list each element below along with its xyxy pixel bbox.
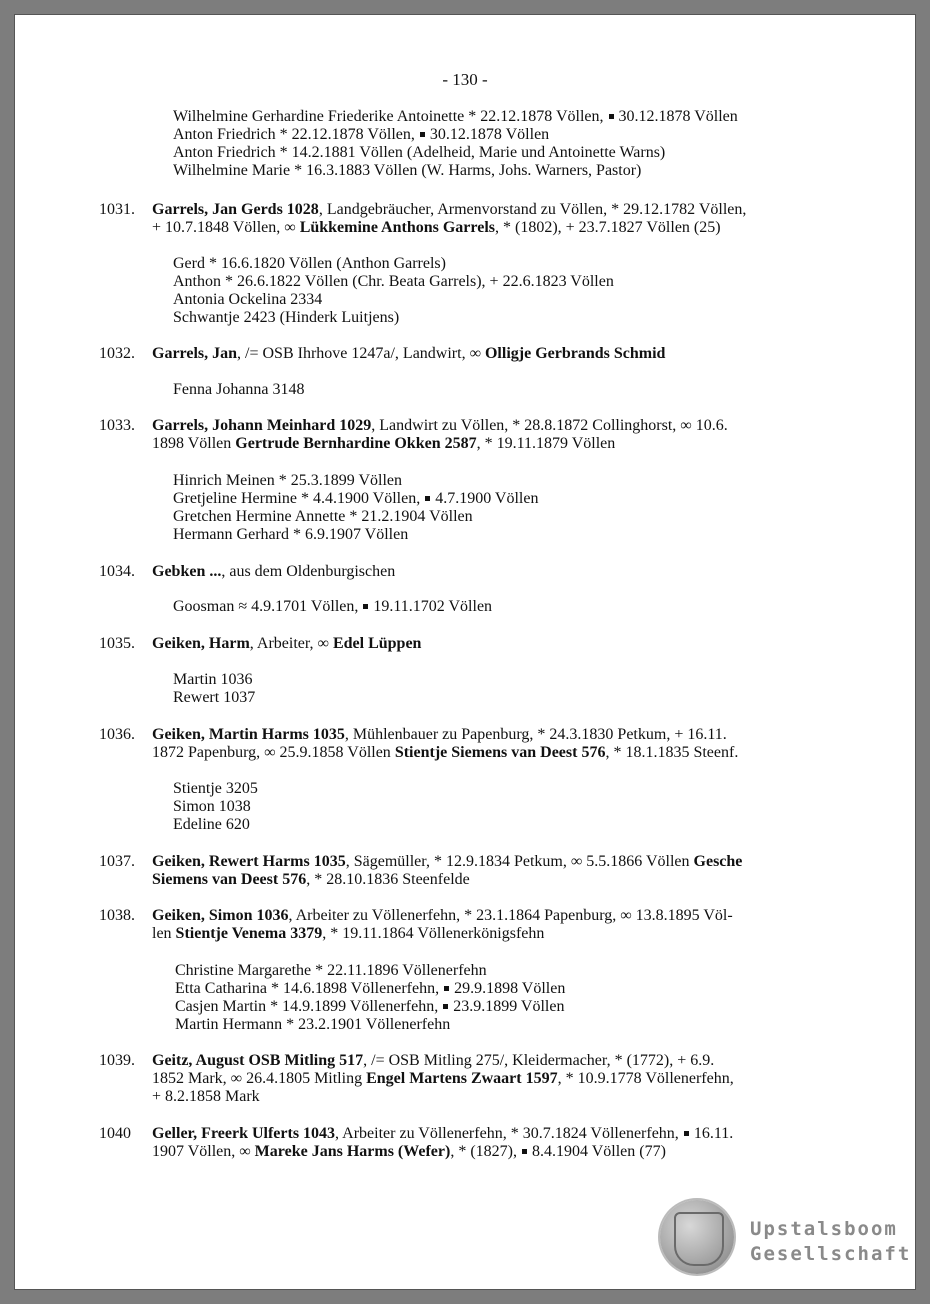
child-line: Anton Friedrich * 14.2.1881 Völlen (Adelheid, Marie und Antoinette Warns) <box>173 144 666 161</box>
logo-line-2: Gesellschaft <box>750 1243 912 1265</box>
child-line: Martin Hermann * 23.2.1901 Völlenerfehn <box>175 1016 451 1033</box>
entry-number: 1033. <box>99 417 135 434</box>
child-line: Fenna Johanna 3148 <box>173 381 305 398</box>
entry-line: Geitz, August OSB Mitling 517, /= OSB Mitling 275/, Kleidermacher, * (1772), + 6.9. <box>152 1052 715 1069</box>
child-line: Schwantje 2423 (Hinderk Luitjens) <box>173 309 400 326</box>
child-line: Edeline 620 <box>173 816 250 833</box>
entry-number: 1031. <box>99 201 135 218</box>
entry-line: Garrels, Jan Gerds 1028, Landgebräucher, Armenvorstand zu Völlen, * 29.12.1782 Völlen, <box>152 201 747 218</box>
child-line: Anthon * 26.6.1822 Völlen (Chr. Beata Garrels), + 22.6.1823 Völlen <box>173 273 614 290</box>
entry-number: 1039. <box>99 1052 135 1069</box>
logo-line-1: Upstalsboom <box>750 1218 898 1240</box>
entry-line: 1898 Völlen Gertrude Bernhardine Okken 2587, * 19.11.1879 Völlen <box>152 435 616 452</box>
child-line: Simon 1038 <box>173 798 251 815</box>
death-mark-icon <box>420 132 425 137</box>
entry-number: 1034. <box>99 563 135 580</box>
child-line: Stientje 3205 <box>173 780 258 797</box>
entry-line: 1852 Mark, ∞ 26.4.1805 Mitling Engel Martens Zwaart 1597, * 10.9.1778 Völlenerfehn, <box>152 1070 734 1087</box>
entry-line: Garrels, Johann Meinhard 1029, Landwirt zu Völlen, * 28.8.1872 Collinghorst, ∞ 10.6. <box>152 417 728 434</box>
entry-line: len Stientje Venema 3379, * 19.11.1864 Völlenerkönigsfehn <box>152 925 545 942</box>
entry-line: Geller, Freerk Ulferts 1043, Arbeiter zu Völlenerfehn, * 30.7.1824 Völlenerfehn, 16.11. <box>152 1125 734 1142</box>
entry-line: Geiken, Rewert Harms 1035, Sägemüller, * 12.9.1834 Petkum, ∞ 5.5.1866 Völlen Gesche <box>152 853 743 870</box>
death-mark-icon <box>522 1149 527 1154</box>
child-line: Gretchen Hermine Annette * 21.2.1904 Völlen <box>173 508 473 525</box>
entry-number: 1035. <box>99 635 135 652</box>
entry-number: 1036. <box>99 726 135 743</box>
child-line: Hinrich Meinen * 25.3.1899 Völlen <box>173 472 403 489</box>
entry-line: Garrels, Jan, /= OSB Ihrhove 1247a/, Landwirt, ∞ Olligje Gerbrands Schmid <box>152 345 666 362</box>
child-line: Christine Margarethe * 22.11.1896 Völlenerfehn <box>175 962 487 979</box>
entry-line: + 10.7.1848 Völlen, ∞ Lükkemine Anthons Garrels, * (1802), + 23.7.1827 Völlen (25) <box>152 219 721 236</box>
child-line: Casjen Martin * 14.9.1899 Völlenerfehn, 23.9.1899 Völlen <box>175 998 565 1015</box>
death-mark-icon <box>363 604 368 609</box>
death-mark-icon <box>684 1131 689 1136</box>
child-line: Anton Friedrich * 22.12.1878 Völlen, 30.12.1878 Völlen <box>173 126 550 143</box>
death-mark-icon <box>443 1004 448 1009</box>
death-mark-icon <box>425 496 430 501</box>
entry-number: 1032. <box>99 345 135 362</box>
child-line: Goosman ≈ 4.9.1701 Völlen, 19.11.1702 Völlen <box>173 598 493 615</box>
child-line: Rewert 1037 <box>173 689 256 706</box>
child-line: Gerd * 16.6.1820 Völlen (Anthon Garrels) <box>173 255 446 272</box>
entry-number: 1040 <box>99 1125 131 1142</box>
child-line: Gretjeline Hermine * 4.4.1900 Völlen, 4.7.1900 Völlen <box>173 490 539 507</box>
page-number: - 130 - <box>442 70 488 89</box>
child-line: Etta Catharina * 14.6.1898 Völlenerfehn, 29.9.1898 Völlen <box>175 980 566 997</box>
entry-number: 1037. <box>99 853 135 870</box>
society-seal-icon <box>660 1200 734 1274</box>
entry-line: 1907 Völlen, ∞ Mareke Jans Harms (Wefer), * (1827), 8.4.1904 Völlen (77) <box>152 1143 666 1160</box>
entry-line: Gebken ..., aus dem Oldenburgischen <box>152 563 396 580</box>
entry-line: Geiken, Harm, Arbeiter, ∞ Edel Lüppen <box>152 635 422 652</box>
child-line: Martin 1036 <box>173 671 253 688</box>
child-line: Antonia Ockelina 2334 <box>173 291 323 308</box>
entry-line: Geiken, Simon 1036, Arbeiter zu Völlenerfehn, * 23.1.1864 Papenburg, ∞ 13.8.1895 Völ- <box>152 907 733 924</box>
entry-line: Siemens van Deest 576, * 28.10.1836 Steenfelde <box>152 871 470 888</box>
death-mark-icon <box>609 114 614 119</box>
child-line: Wilhelmine Gerhardine Friederike Antoinette * 22.12.1878 Völlen, 30.12.1878 Völlen <box>173 108 738 125</box>
entry-line: + 8.2.1858 Mark <box>152 1088 260 1105</box>
child-line: Hermann Gerhard * 6.9.1907 Völlen <box>173 526 409 543</box>
entry-number: 1038. <box>99 907 135 924</box>
death-mark-icon <box>444 986 449 991</box>
entry-line: 1872 Papenburg, ∞ 25.9.1858 Völlen Stientje Siemens van Deest 576, * 18.1.1835 Steenf. <box>152 744 739 761</box>
entry-line: Geiken, Martin Harms 1035, Mühlenbauer zu Papenburg, * 24.3.1830 Petkum, + 16.11. <box>152 726 727 743</box>
child-line: Wilhelmine Marie * 16.3.1883 Völlen (W. Harms, Johs. Warners, Pastor) <box>173 162 642 179</box>
